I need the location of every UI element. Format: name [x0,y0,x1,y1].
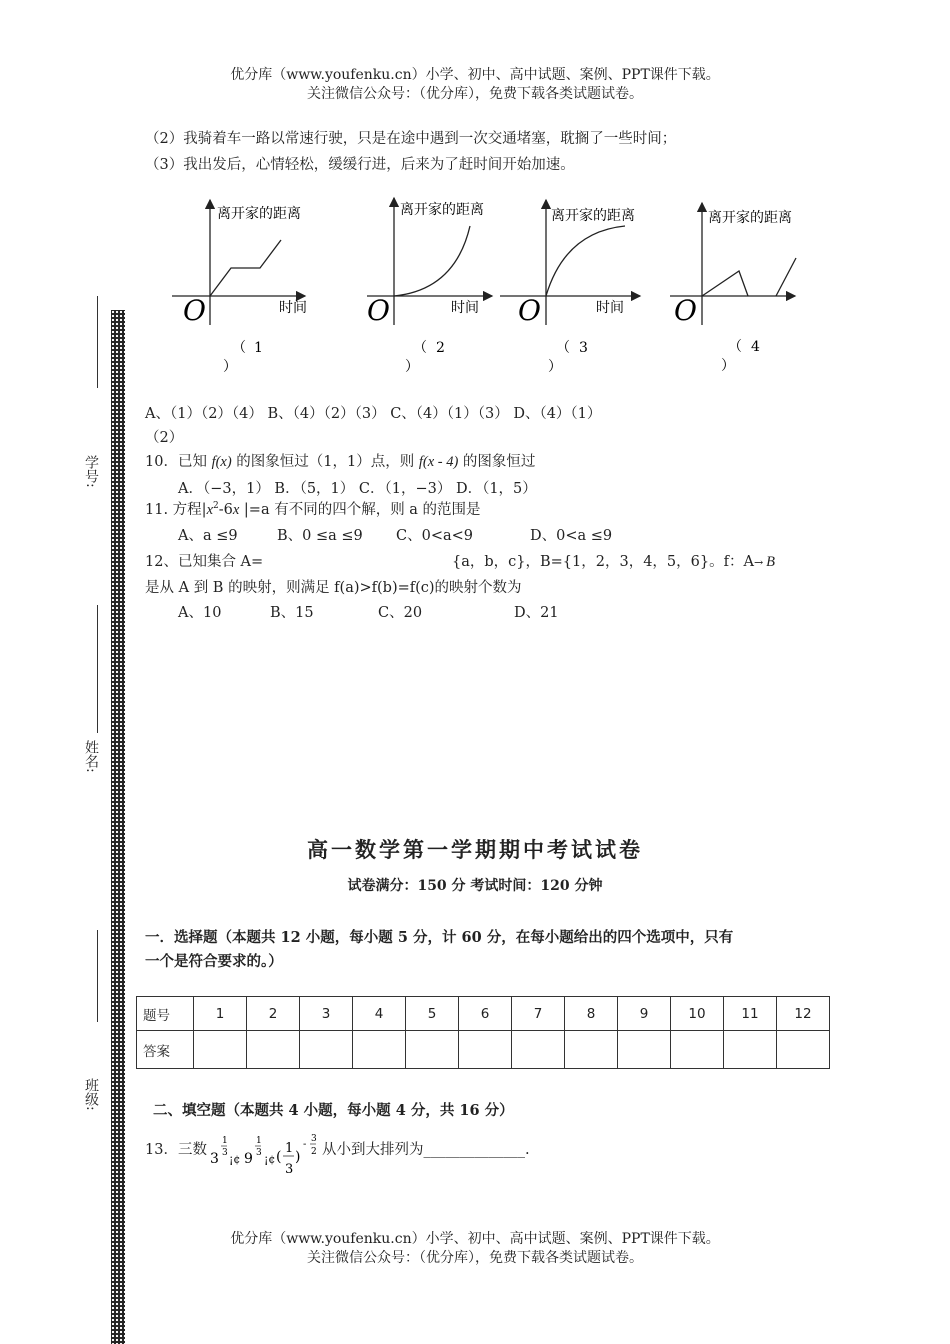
q9-statement-3: （3）我出发后，心情轻松，缓缓行进，后来为了赶时间开始加速。 [145,157,575,173]
q13-base-2: 9 [244,1151,253,1167]
q10-arg-1: (x) [215,454,232,470]
graph-4-curve-2 [776,258,796,296]
graph-1 [172,200,307,327]
q13-base-1: 3 [210,1151,219,1167]
graph-1-xlabel: 时间 [279,300,307,316]
answer-table-number-row [137,997,830,1031]
q12-sets: {a，b，c}，B={1，2，3，4，5，6}。f：A [452,554,754,570]
graph-4-ylabel: 离开家的距离 [708,210,792,226]
q12-option-a: A、10 [178,605,222,621]
q9-options: A、（1）（2）（4） B、（4）（2）（3） C、（4）（1）（3） D、（4）（1） [145,406,602,422]
question-number-7: 7 [512,997,565,1031]
graph-3-xlabel: 时间 [596,300,624,316]
q13-end: . [525,1142,530,1158]
name-line [97,605,98,733]
section-1-heading-2: 一个是符合要求的。） [145,953,283,970]
answer-cell-2[interactable] [247,1031,300,1069]
q9-graphs [0,0,950,380]
question-number-12: 12 [777,997,830,1031]
q9-options-wrap: （2） [145,430,184,446]
question-number-3: 3 [300,997,353,1031]
q13-tail [322,1138,530,1159]
q11-sup: 2 [213,501,219,512]
caption-1-open: （ [232,340,246,356]
q11-x-1: x [206,502,213,518]
q11-option-b: B、0 ≤a ≤9 [277,528,363,544]
q10-options: A．（−3，1） B．（5，1） C．（1，−3） D．（1，5） [178,481,537,497]
class-line [97,930,98,1022]
question-number-2: 2 [247,997,300,1031]
graph-4 [670,203,796,327]
question-number-10: 10 [671,997,724,1031]
caption-4-open: （ [728,339,742,355]
caption-4-num: 4 [751,339,760,355]
question-number-4: 4 [353,997,406,1031]
footer-line-2: 关注微信公众号：（优分库），免费下载各类试题试卷。 [307,1250,643,1266]
student-no-label: 学号: [83,455,99,488]
q13-exp-1-den: 3 [222,1148,228,1158]
q12-option-d: D、21 [514,605,559,621]
answer-table-answer-row [137,1031,830,1069]
answer-cell-10[interactable] [671,1031,724,1069]
q11-option-d: D、0<a ≤9 [530,528,613,544]
q13-rparen: ) [295,1149,301,1165]
q13-blank[interactable]: ______________ [423,1142,525,1158]
caption-3-open: （ [556,340,570,356]
q10-text-1: 10．已知 [145,454,212,470]
graph-2-ylabel: 离开家的距离 [400,202,484,218]
q13-frac-den: 3 [285,1162,294,1177]
q11-x-2: x [232,502,240,518]
question-number-5: 5 [406,997,459,1031]
q12-B: B [766,554,776,570]
q13-frac-num: 1 [285,1141,294,1156]
answer-cell-5[interactable] [406,1031,459,1069]
answer-cell-1[interactable] [194,1031,247,1069]
q13-sep-2: ¡¢ [264,1153,276,1166]
q10-stem [145,450,535,471]
answer-cell-12[interactable] [777,1031,830,1069]
question-number-1: 1 [194,997,247,1031]
q10-text-3: 的图象恒过 [458,454,536,470]
section-1-heading-1: 一．选择题（本题共 12 小题，每小题 5 分，计 60 分，在每小题给出的四个选项中，只有 [145,929,734,946]
graph-1-ylabel: 离开家的距离 [217,206,301,222]
graph-4-curve-1 [702,271,748,296]
answer-row-label: 答案 [137,1031,194,1069]
q11-option-a: A、a ≤9 [178,528,238,544]
answer-cell-11[interactable] [724,1031,777,1069]
caption-1-num: 1 [254,340,263,356]
q10-f-2: f [418,454,423,470]
q13-expression [206,1128,326,1178]
caption-3-num: 3 [579,340,588,356]
q13-text: 从小到大排列为 [322,1142,424,1158]
exam-title: 高一数学第一学期期中考试试卷 [307,837,643,862]
graph-1-curve [210,240,281,296]
graph-3 [500,200,640,327]
answer-cell-7[interactable] [512,1031,565,1069]
q10-arg-2: (x - 4) [422,454,459,470]
caption-3-close: ） [548,359,562,375]
caption-1-close: ） [223,359,237,375]
q11-option-c: C、0<a<9 [396,528,473,544]
answer-cell-3[interactable] [300,1031,353,1069]
answer-cell-9[interactable] [618,1031,671,1069]
graph-2-xlabel: 时间 [451,300,479,316]
q11-text-1: 11. 方程| [145,502,207,518]
graph-2-origin: O [367,294,390,327]
graph-1-origin: O [183,294,206,327]
q12-option-b: B、15 [270,605,314,621]
footer-line-1: 优分库（www.youfenku.cn）小学、初中、高中试题、案例、PPT课件下载。 [230,1231,720,1247]
q12-option-c: C、20 [378,605,423,621]
graph-2-curve [394,226,470,296]
q13-exp-3-den: 2 [311,1147,317,1157]
caption-2-num: 2 [436,340,445,356]
graph-3-ylabel: 离开家的距离 [551,208,635,224]
q12-arrow: → [753,556,764,569]
graph-captions [223,339,760,375]
section-2-heading: 二、填空题（本题共 4 小题，每小题 4 分，共 16 分） [153,1102,514,1119]
graph-3-origin: O [518,294,541,327]
q13-exp-2-den: 3 [256,1148,262,1158]
caption-4-close: ） [721,358,735,374]
q13-exp-3-sign: - [303,1139,307,1150]
number-row-label: 题号 [137,997,194,1031]
q11-text-3: |=a 有不同的四个解，则 a 的范围是 [239,502,481,518]
caption-2-close: ） [405,359,419,375]
question-number-6: 6 [459,997,512,1031]
q13-exp-3-num: 3 [311,1134,317,1144]
answer-cell-6[interactable] [459,1031,512,1069]
exam-subtitle: 试卷满分：150 分 考试时间：120 分钟 [347,878,603,894]
graph-4-origin: O [674,294,697,327]
q13-lparen: ( [276,1149,282,1165]
graph-3-curve [546,226,625,296]
q9-statement-2: （2）我骑着车一路以常速行驶，只是在途中遇到一次交通堵塞，耽搁了一些时间； [145,131,677,147]
q10-text-2: 的图象恒过（1，1）点，则 [231,454,419,470]
q12-text-1: 12、已知集合 A= [145,554,264,570]
q12-text-2 [452,550,775,571]
caption-2-open: （ [413,340,427,356]
question-number-8: 8 [565,997,618,1031]
q12-line-2: 是从 A 到 B 的映射，则满足 f(a)>f(b)=f(c)的映射个数为 [145,580,522,596]
class-label: 班级: [83,1078,99,1111]
name-label: 姓名: [83,740,99,773]
question-number-11: 11 [724,997,777,1031]
q13-exp-1-num: 1 [222,1136,228,1146]
q13-exp-2-num: 1 [256,1136,262,1146]
graph-2 [367,198,492,327]
q11-stem [145,498,481,519]
header-line-2: 关注微信公众号：（优分库），免费下载各类试题试卷。 [307,86,643,102]
question-number-9: 9 [618,997,671,1031]
answer-cell-4[interactable] [353,1031,406,1069]
answer-table [136,996,830,1069]
header-line-1: 优分库（www.youfenku.cn）小学、初中、高中试题、案例、PPT课件下载。 [230,67,720,83]
answer-cell-8[interactable] [565,1031,618,1069]
binding-strip [111,310,125,1344]
q13-sep-1: ¡¢ [229,1153,241,1166]
q10-f-1: f [211,454,216,470]
q11-text-2: -6 [218,502,233,518]
q13-label: 13．三数 [145,1142,207,1158]
